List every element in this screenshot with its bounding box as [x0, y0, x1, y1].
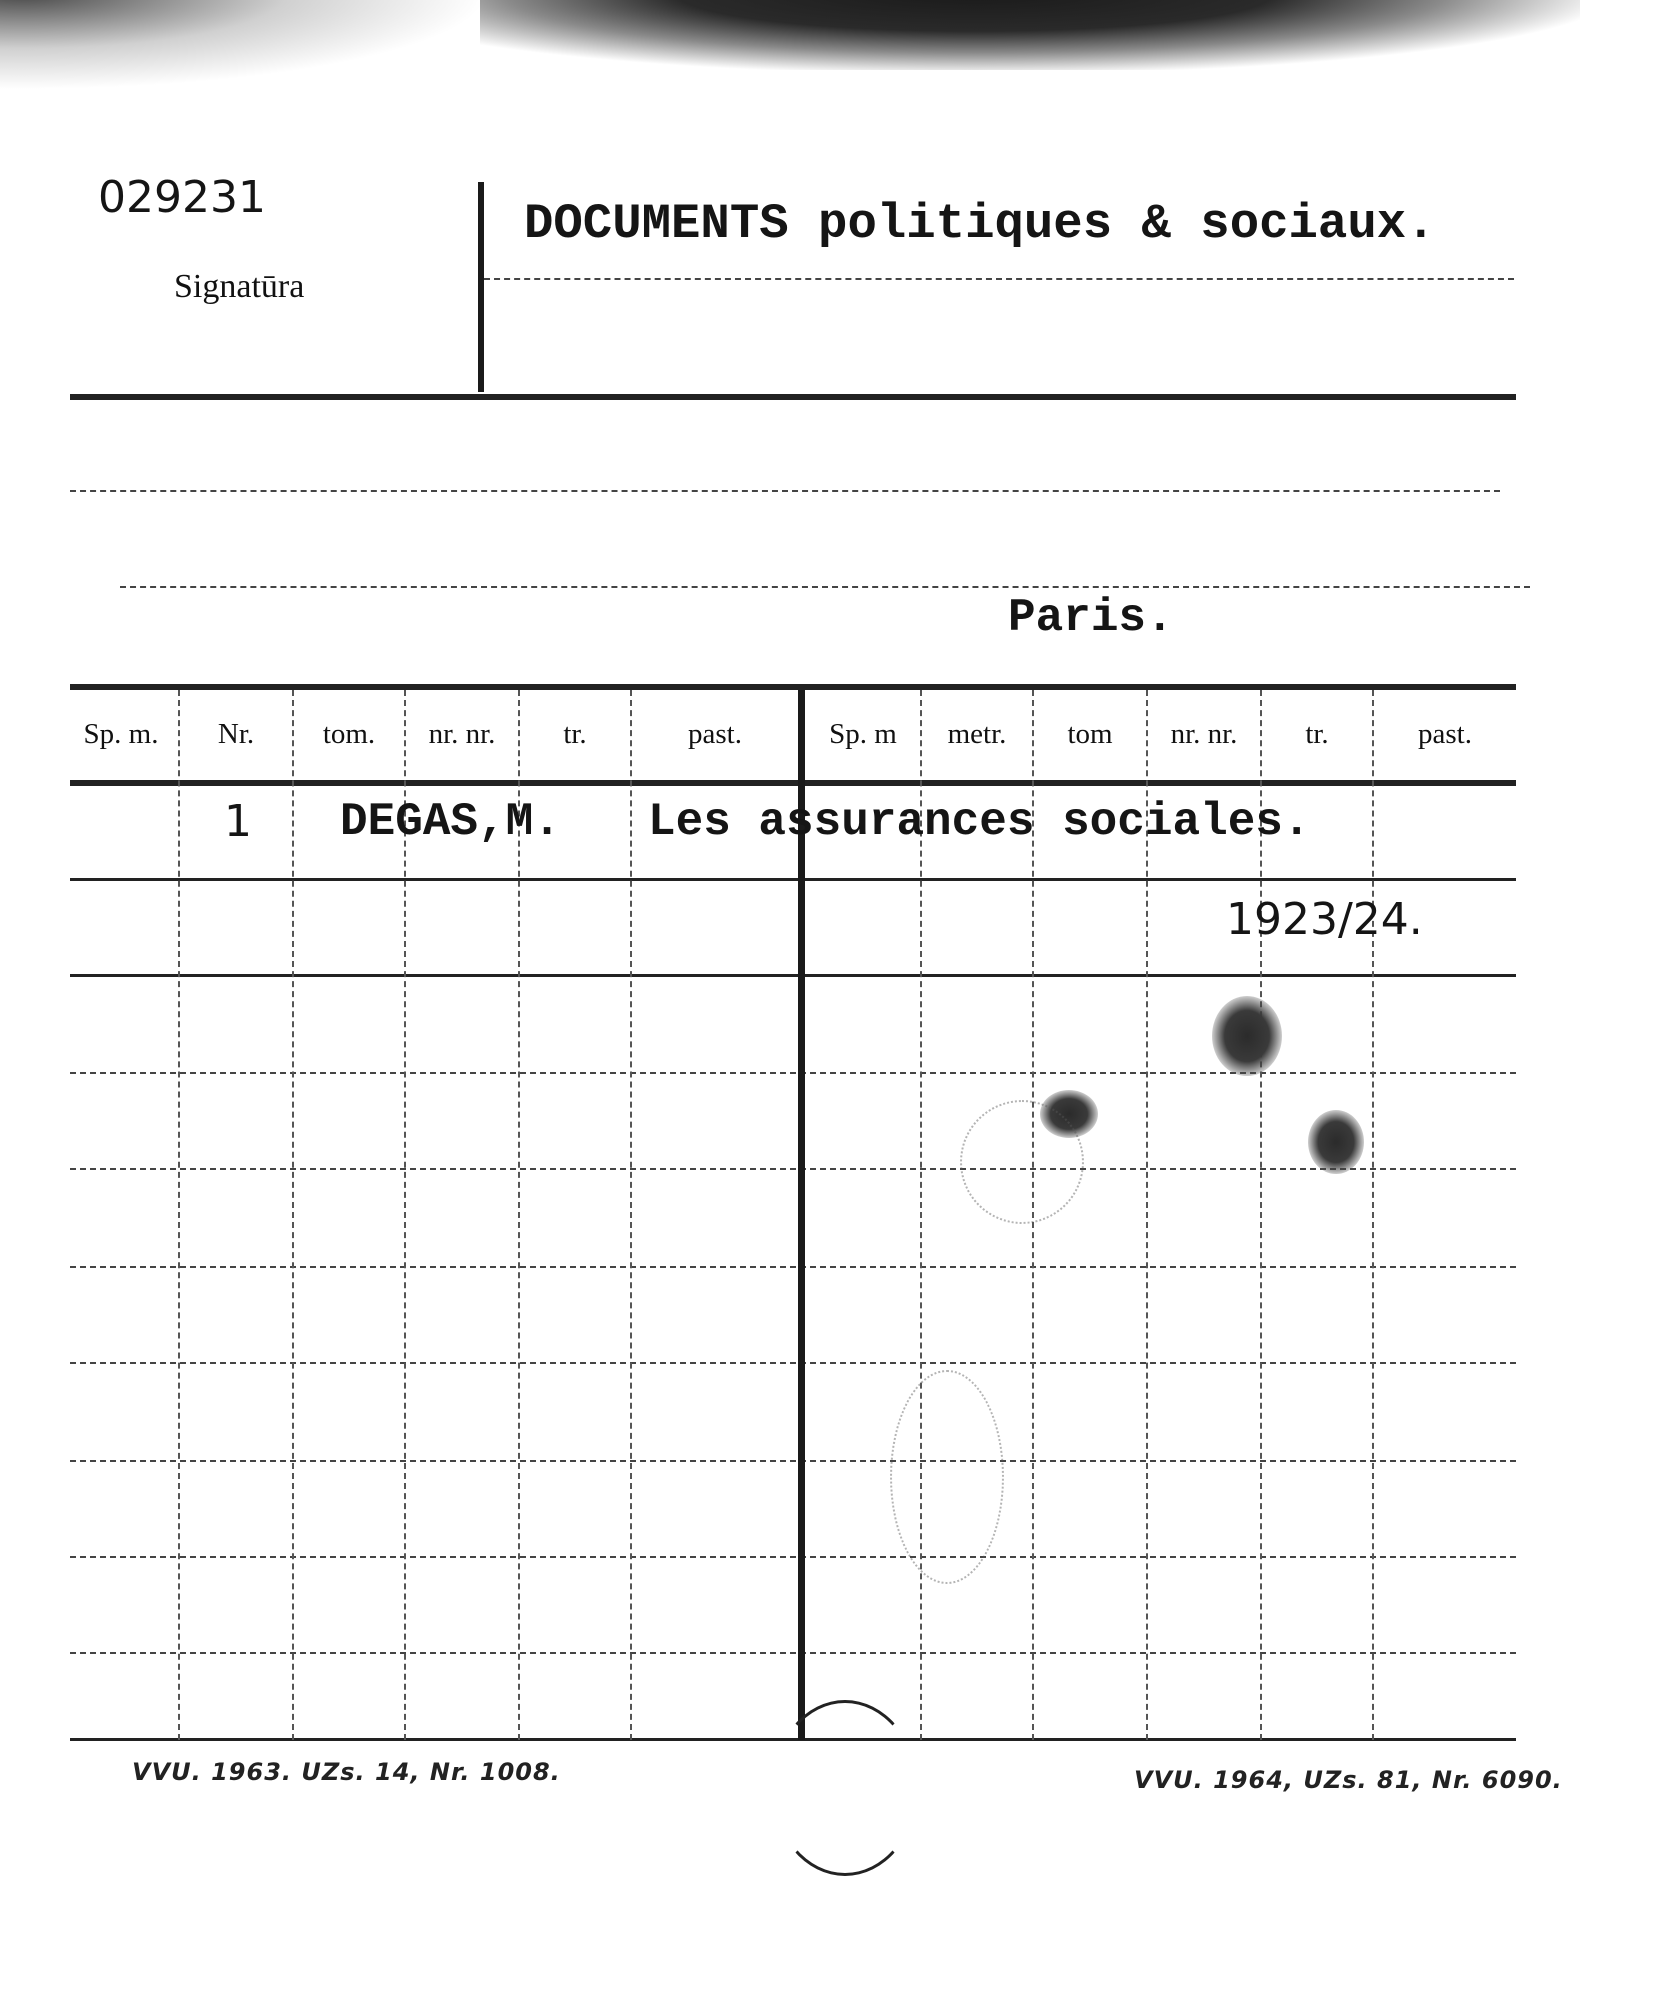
table-row-rule	[70, 1266, 1516, 1268]
footer-note-right: VVU. 1964, UZs. 81, Nr. 6090.	[1134, 1766, 1563, 1794]
faint-mark	[960, 1100, 1084, 1224]
footer-note-left: VVU. 1963. UZs. 14, Nr. 1008.	[132, 1758, 561, 1786]
table-col-rule	[292, 690, 294, 1740]
scan-damage-left	[0, 0, 490, 90]
card-number: 029231	[98, 172, 266, 223]
entry-author: DEGAS,M.	[340, 796, 561, 848]
table-row-rule	[70, 878, 1516, 881]
header-divider	[478, 182, 484, 392]
table-row-rule	[70, 1072, 1516, 1074]
title-underline	[484, 278, 1514, 280]
place-label: Paris.	[1008, 592, 1174, 644]
table-row-rule	[70, 974, 1516, 977]
col-header-sp-m-right: Sp. m	[829, 718, 897, 750]
table-col-rule	[1372, 690, 1374, 1740]
signature-label: Signatūra	[174, 268, 305, 305]
col-header-metr-right: metr.	[947, 718, 1007, 750]
punch-hole	[772, 1700, 918, 1876]
header-bottom-rule	[70, 394, 1516, 400]
table-header-rule	[70, 780, 1516, 786]
blank-line-1	[70, 490, 1500, 492]
table-col-rule	[630, 690, 632, 1740]
col-header-nr: Nr.	[217, 718, 255, 750]
col-header-past: past.	[688, 718, 742, 750]
col-header-nr-nr: nr. nr.	[428, 718, 496, 750]
col-header-past-right: past.	[1418, 718, 1472, 750]
faint-mark	[890, 1370, 1004, 1584]
entry-number: 1	[224, 796, 252, 847]
scan-damage-top	[480, 0, 1580, 70]
blank-line-2	[120, 586, 1530, 588]
table-row-rule	[70, 1362, 1516, 1364]
table-row-rule	[70, 1556, 1516, 1558]
col-header-nr-nr-right: nr. nr.	[1170, 718, 1238, 750]
col-header-tom-right: tom	[1067, 718, 1113, 750]
col-header-sp-m: Sp. m.	[83, 718, 159, 750]
ink-stain	[1308, 1110, 1364, 1174]
ink-stain	[1212, 996, 1282, 1076]
col-header-tr-right: tr.	[1305, 718, 1329, 750]
entry-title: Les assurances sociales.	[648, 796, 1311, 848]
col-header-tom: tom.	[322, 718, 376, 750]
card-title: DOCUMENTS politiques & sociaux.	[524, 196, 1436, 252]
entry-years: 1923/24.	[1226, 894, 1423, 945]
col-header-tr: tr.	[563, 718, 587, 750]
table-row-rule	[70, 1168, 1516, 1170]
table-row-rule	[70, 1652, 1516, 1654]
table-col-rule	[178, 690, 180, 1740]
table-row-rule	[70, 1460, 1516, 1462]
table-top-rule	[70, 684, 1516, 690]
